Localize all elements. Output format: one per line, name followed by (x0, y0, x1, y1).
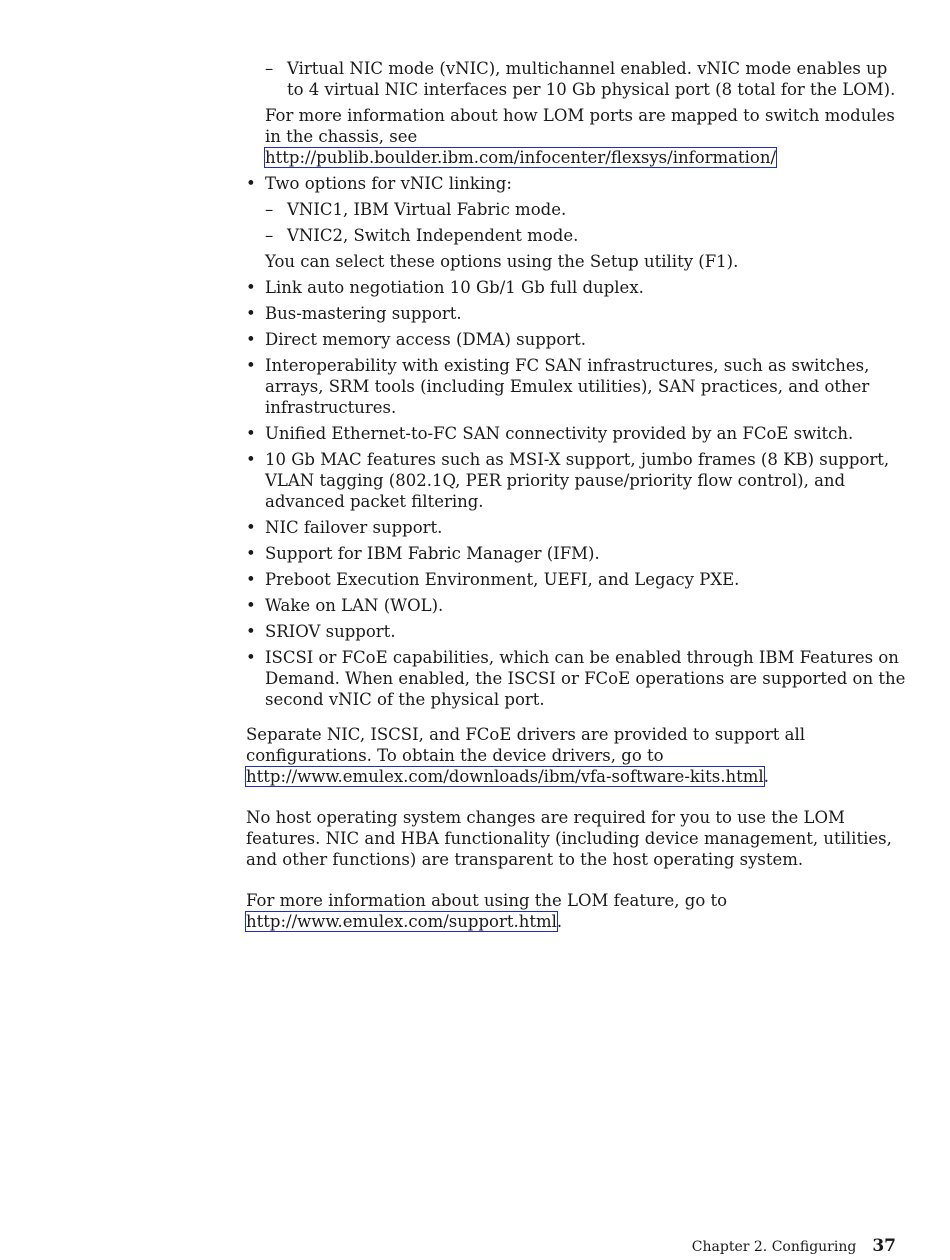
list-item-text: 10 Gb MAC features such as MSI-X support, jumbo frames (8 KB) support, VLAN tagging (802.1Q, PER priority pause/priority flow control), and advanced packet filtering. (265, 450, 890, 511)
bullet-marker: • (246, 518, 256, 537)
dash-marker: – (265, 200, 274, 219)
list-item-text: Wake on LAN (WOL). (265, 596, 444, 615)
list-item-text: Link auto negotiation 10 Gb/1 Gb full duplex. (265, 278, 644, 297)
chapter-title: Chapter 2. Configuring (691, 1239, 857, 1255)
host-os-paragraph: No host operating system changes are required for you to use the LOM features. NIC and HBA functionality (including device management, utilities, and other functions) are transparent to the host operating system. (246, 808, 892, 869)
lom-mapping-text: For more information about how LOM ports are mapped to switch modules in the chassis, see (265, 106, 895, 146)
page-content (246, 58, 906, 952)
list-item-text: Direct memory access (DMA) support. (265, 330, 587, 349)
bullet-marker: • (246, 544, 256, 563)
setup-utility-note: You can select these options using the Setup utility (F1). (265, 252, 739, 271)
bullet-marker: • (246, 278, 256, 297)
list-item (246, 517, 906, 538)
list-item (246, 621, 906, 642)
list-item (246, 303, 906, 324)
bullet-marker: • (246, 570, 256, 589)
ibm-infocenter-link[interactable]: http://publib.boulder.ibm.com/infocenter/flexsys/information/ (265, 148, 777, 167)
list-item (246, 647, 906, 710)
vnic-option-text: VNIC2, Switch Independent mode. (287, 226, 579, 245)
vnic-option-text: VNIC1, IBM Virtual Fabric mode. (287, 200, 567, 219)
list-item-text: Bus-mastering support. (265, 304, 462, 323)
lom-info-text: For more information about using the LOM feature, go to (246, 891, 728, 910)
drivers-period: . (763, 767, 769, 786)
lom-info-period: . (556, 912, 563, 931)
list-item (246, 355, 906, 418)
list-item-text: Unified Ethernet-to-FC SAN connectivity provided by an FCoE switch. (265, 424, 854, 443)
feature-bullet-list (246, 277, 906, 710)
vnic-option-item (246, 199, 906, 220)
list-item-text: Interoperability with existing FC SAN infrastructures, such as switches, arrays, SRM tools (including Emulex utilities), SAN practices, and other infrastructures. (265, 356, 870, 417)
list-item (246, 423, 906, 444)
bullet-marker: • (246, 174, 256, 193)
dash-marker: – (265, 59, 274, 78)
bullet-marker: • (246, 304, 256, 323)
drivers-text: Separate NIC, ISCSI, and FCoE drivers are provided to support all configurations. To obtain the device drivers, go to (246, 725, 806, 765)
page-number: 37 (872, 1236, 896, 1256)
bullet-marker: • (246, 330, 256, 349)
bullet-marker: • (246, 596, 256, 615)
list-item (246, 277, 906, 298)
list-item (246, 543, 906, 564)
list-item (246, 569, 906, 590)
list-item (246, 329, 906, 350)
list-item-text: ISCSI or FCoE capabilities, which can be enabled through IBM Features on Demand. When enabled, the ISCSI or FCoE operations are supported on the second vNIC of the physical port. (265, 648, 906, 709)
bullet-marker: • (246, 648, 256, 667)
list-item-text: SRIOV support. (265, 622, 396, 641)
emulex-support-link[interactable]: http://www.emulex.com/support.html (246, 912, 557, 931)
lom-info-paragraph (246, 890, 906, 932)
list-item-text: Support for IBM Fabric Manager (IFM). (265, 544, 600, 563)
lom-mapping-note (246, 105, 906, 168)
bullet-marker: • (246, 450, 256, 469)
bullet-marker: • (246, 622, 256, 641)
vnic-option-item (246, 225, 906, 246)
list-item (246, 595, 906, 616)
vnic-linking-item (246, 173, 906, 194)
list-item-text: Preboot Execution Environment, UEFI, and Legacy PXE. (265, 570, 740, 589)
vnic-mode-text: Virtual NIC mode (vNIC), multichannel enabled. vNIC mode enables up to 4 virtual NIC interfaces per 10 Gb physical port (8 total for the LOM). (287, 59, 896, 99)
vnic-mode-item (246, 58, 906, 100)
emulex-downloads-link[interactable]: http://www.emulex.com/downloads/ibm/vfa-software-kits.html (246, 767, 764, 786)
list-item-text: NIC failover support. (265, 518, 443, 537)
list-item (246, 449, 906, 512)
drivers-paragraph (246, 724, 906, 787)
bullet-marker: • (246, 356, 256, 375)
dash-marker: – (265, 226, 274, 245)
page-footer (692, 1236, 896, 1257)
bullet-marker: • (246, 424, 256, 443)
vnic-linking-text: Two options for vNIC linking: (265, 174, 512, 193)
